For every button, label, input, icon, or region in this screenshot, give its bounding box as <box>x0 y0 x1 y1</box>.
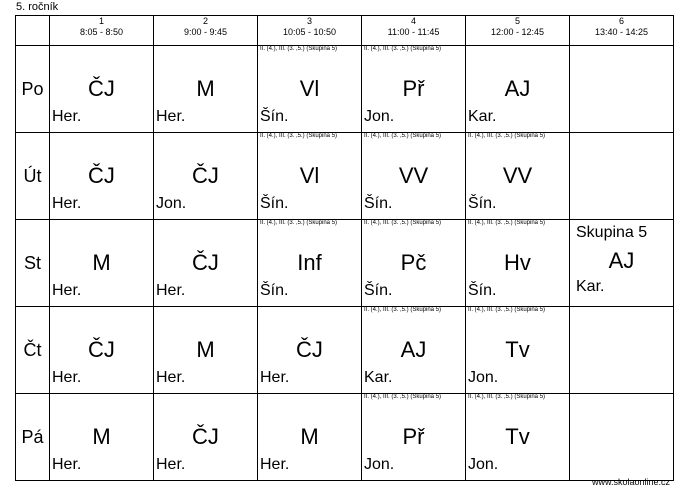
lesson-teacher: Jon. <box>468 456 499 473</box>
lesson-subject: VV <box>398 163 429 188</box>
lesson-cell[interactable] <box>154 307 258 394</box>
lesson-subject: ČJ <box>192 250 219 275</box>
lesson-cell[interactable] <box>570 394 674 481</box>
lesson-cell[interactable] <box>258 133 362 220</box>
lesson-group: II. (4.), III. (3. ,5.) (Skupina 5) <box>364 394 442 400</box>
period-number: 4 <box>410 16 416 26</box>
lesson-subject: ČJ <box>192 163 219 188</box>
lesson-teacher: Her. <box>260 456 290 473</box>
period-time: 9:00 - 9:45 <box>183 27 228 37</box>
lesson-subject: M <box>196 76 215 101</box>
period-number: 6 <box>618 16 624 26</box>
timetable <box>15 15 674 481</box>
footer-link[interactable]: www.skolaonline.cz <box>591 477 670 487</box>
day-row <box>16 394 674 481</box>
lesson-group: II. (4.), III. (3. ,5.) (Skupina 5) <box>364 46 442 52</box>
day-label: Út <box>16 133 50 220</box>
lesson-subject: Př <box>402 424 425 449</box>
day-row <box>16 133 674 220</box>
lesson-cell[interactable] <box>570 220 674 307</box>
period-header <box>466 16 570 46</box>
lesson-group: II. (4.), III. (3. ,5.) (Skupina 5) <box>260 220 338 226</box>
period-time: 13:40 - 14:25 <box>594 27 649 37</box>
period-time: 11:00 - 11:45 <box>387 27 440 37</box>
lesson-teacher: Šín. <box>260 195 289 212</box>
day-label: Po <box>16 46 50 133</box>
day-label: Čt <box>16 307 50 394</box>
lesson-subject: M <box>196 337 215 362</box>
lesson-cell[interactable] <box>362 220 466 307</box>
lesson-cell[interactable] <box>258 307 362 394</box>
day-label: Pá <box>16 394 50 481</box>
lesson-teacher: Šín. <box>364 282 393 299</box>
lesson-subject: ČJ <box>192 424 219 449</box>
lesson-group: Skupina 5 <box>576 224 648 241</box>
lesson-cell[interactable] <box>258 394 362 481</box>
lesson-teacher: Kar. <box>576 278 605 295</box>
lesson-cell[interactable] <box>466 220 570 307</box>
day-row <box>16 46 674 133</box>
lesson-subject: M <box>92 250 111 275</box>
lesson-cell[interactable] <box>50 133 154 220</box>
lesson-group: II. (4.), III. (3. ,5.) (Skupina 5) <box>468 133 546 139</box>
lesson-cell[interactable] <box>154 133 258 220</box>
lesson-subject: Hv <box>504 250 531 275</box>
lesson-subject: Tv <box>505 424 530 449</box>
lesson-subject: VV <box>502 163 533 188</box>
lesson-subject: AJ <box>400 337 427 362</box>
lesson-group: II. (4.), III. (3. ,5.) (Skupina 5) <box>364 133 442 139</box>
lesson-cell[interactable] <box>362 307 466 394</box>
lesson-cell[interactable] <box>50 46 154 133</box>
page-title: 5. ročník <box>16 1 59 13</box>
period-number: 1 <box>98 16 104 26</box>
lesson-subject: AJ <box>608 248 635 273</box>
lesson-teacher: Her. <box>52 282 82 299</box>
period-header <box>570 16 674 46</box>
lesson-teacher: Jon. <box>468 369 499 386</box>
lesson-subject: M <box>300 424 319 449</box>
lesson-teacher: Jon. <box>364 456 395 473</box>
lesson-group: II. (4.), III. (3. ,5.) (Skupina 5) <box>260 46 338 52</box>
lesson-cell[interactable] <box>570 307 674 394</box>
lesson-group: II. (4.), III. (3. ,5.) (Skupina 5) <box>260 133 338 139</box>
lesson-teacher: Her. <box>52 369 82 386</box>
lesson-cell[interactable] <box>50 220 154 307</box>
lesson-teacher: Her. <box>260 369 290 386</box>
lesson-group: II. (4.), III. (3. ,5.) (Skupina 5) <box>468 220 546 226</box>
lesson-teacher: Šín. <box>364 195 393 212</box>
lesson-cell[interactable] <box>154 46 258 133</box>
lesson-teacher: Šín. <box>260 108 289 125</box>
period-number: 5 <box>514 16 520 26</box>
lesson-subject: Vl <box>299 163 320 188</box>
lesson-teacher: Šín. <box>260 282 289 299</box>
period-time: 8:05 - 8:50 <box>79 27 124 37</box>
lesson-teacher: Her. <box>156 456 186 473</box>
lesson-subject: AJ <box>504 76 531 101</box>
period-header <box>50 16 154 46</box>
day-row <box>16 220 674 307</box>
lesson-teacher: Her. <box>52 108 82 125</box>
lesson-teacher: Jon. <box>364 108 395 125</box>
lesson-subject: ČJ <box>88 76 115 101</box>
lesson-teacher: Šín. <box>468 195 497 212</box>
period-time: 12:00 - 12:45 <box>490 27 545 37</box>
period-header <box>258 16 362 46</box>
lesson-teacher: Her. <box>52 195 82 212</box>
period-time: 10:05 - 10:50 <box>282 27 337 37</box>
corner-cell <box>16 16 50 46</box>
lesson-teacher: Her. <box>156 108 186 125</box>
lesson-subject: ČJ <box>88 337 115 362</box>
lesson-teacher: Kar. <box>468 108 497 125</box>
lesson-cell[interactable] <box>362 394 466 481</box>
lesson-subject: Vl <box>299 76 320 101</box>
lesson-cell[interactable] <box>154 394 258 481</box>
lesson-cell[interactable] <box>50 394 154 481</box>
lesson-group: II. (4.), III. (3. ,5.) (Skupina 5) <box>468 307 546 313</box>
period-number: 2 <box>202 16 208 26</box>
lesson-cell[interactable] <box>466 133 570 220</box>
lesson-subject: Tv <box>505 337 530 362</box>
period-header <box>154 16 258 46</box>
lesson-group: II. (4.), III. (3. ,5.) (Skupina 5) <box>364 307 442 313</box>
lesson-group: II. (4.), III. (3. ,5.) (Skupina 5) <box>468 394 546 400</box>
lesson-cell[interactable] <box>362 133 466 220</box>
lesson-teacher: Her. <box>52 456 82 473</box>
period-number: 3 <box>306 16 312 26</box>
lesson-teacher: Jon. <box>156 195 187 212</box>
lesson-cell[interactable] <box>154 220 258 307</box>
lesson-cell[interactable] <box>258 46 362 133</box>
lesson-teacher: Šín. <box>468 282 497 299</box>
lesson-subject: Pč <box>400 250 427 275</box>
lesson-subject: ČJ <box>88 163 115 188</box>
lesson-cell[interactable] <box>466 46 570 133</box>
lesson-teacher: Her. <box>156 369 186 386</box>
lesson-subject: ČJ <box>296 337 323 362</box>
lesson-cell[interactable] <box>466 394 570 481</box>
lesson-teacher: Her. <box>156 282 186 299</box>
lesson-teacher: Kar. <box>364 369 393 386</box>
lesson-cell[interactable] <box>50 307 154 394</box>
lesson-subject: M <box>92 424 111 449</box>
lesson-subject: Př <box>402 76 425 101</box>
lesson-cell[interactable] <box>466 307 570 394</box>
period-header <box>362 16 466 46</box>
day-label: St <box>16 220 50 307</box>
day-row <box>16 307 674 394</box>
header-row <box>16 16 674 46</box>
lesson-cell[interactable] <box>570 46 674 133</box>
lesson-cell[interactable] <box>258 220 362 307</box>
lesson-cell[interactable] <box>362 46 466 133</box>
lesson-subject: Inf <box>297 250 322 275</box>
lesson-group: II. (4.), III. (3. ,5.) (Skupina 5) <box>364 220 442 226</box>
lesson-cell[interactable] <box>570 133 674 220</box>
